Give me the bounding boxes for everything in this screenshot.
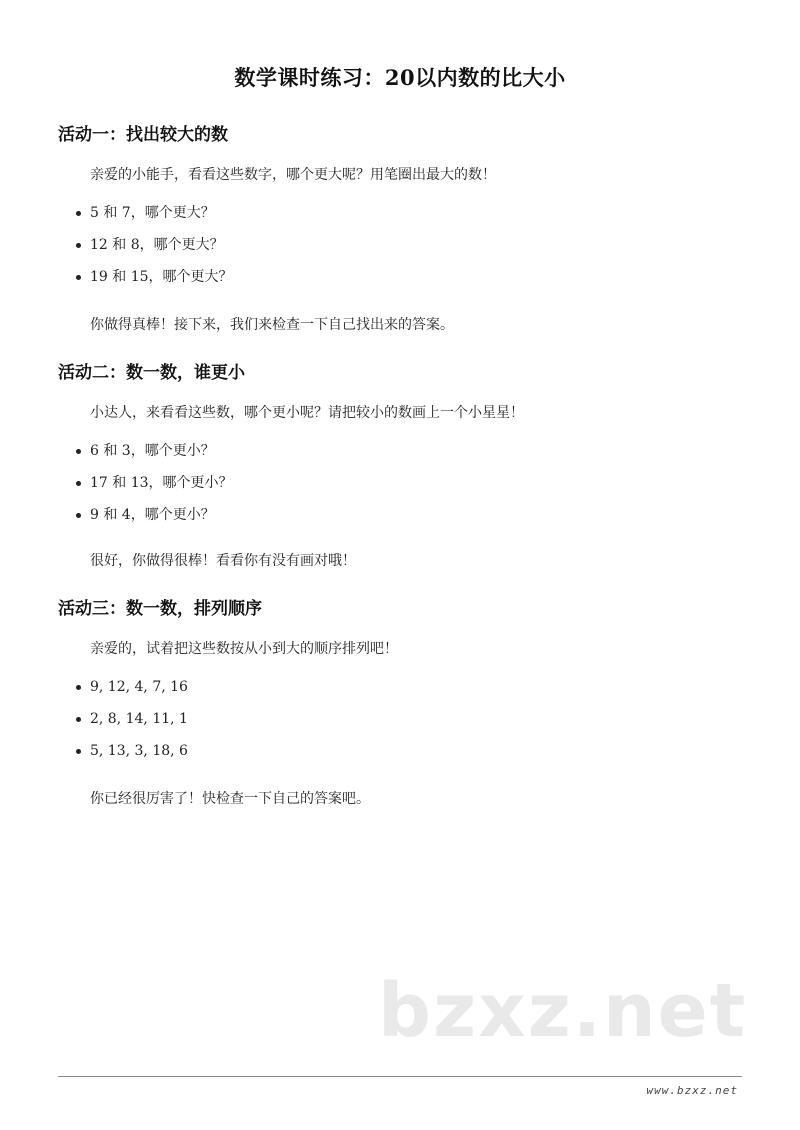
page-title: 数学课时练习：20以内数的比大小 — [234, 65, 566, 90]
list-item: 5 和 7，哪个更大？ — [76, 202, 233, 234]
activity-3-heading: 活动三：数一数，排列顺序 — [58, 599, 262, 619]
activity-1-outro: 你做得真棒！接下来，我们来检查一下自己找出来的答案。 — [90, 317, 454, 333]
bullet-icon — [76, 481, 81, 486]
list-item: 6 和 3，哪个更小？ — [76, 440, 233, 472]
list-item: 9, 12, 4, 7, 16 — [76, 676, 188, 708]
footer-divider — [58, 1076, 742, 1077]
activity-3-section — [58, 596, 758, 807]
activity-3-list — [76, 676, 188, 772]
bullet-icon — [76, 717, 81, 722]
activity-2-list — [76, 440, 233, 536]
activity-3-intro: 亲爱的，试着把这些数按从小到大的顺序排列吧！ — [90, 641, 398, 657]
bullet-icon — [76, 513, 81, 518]
list-item: 19 和 15，哪个更大？ — [76, 266, 233, 298]
list-item: 9 和 4，哪个更小？ — [76, 504, 233, 536]
activity-2-intro: 小达人，来看看这些数，哪个更小呢？请把较小的数画上一个小星星！ — [90, 405, 524, 421]
activity-1-list — [76, 202, 233, 298]
activity-2-section — [58, 360, 758, 569]
activity-3-outro: 你已经很厉害了！快检查一下自己的答案吧。 — [90, 791, 370, 807]
bullet-icon — [76, 275, 81, 280]
bullet-icon — [76, 685, 81, 690]
list-item: 12 和 8，哪个更大？ — [76, 234, 233, 266]
list-item: 5, 13, 3, 18, 6 — [76, 740, 188, 772]
list-item: 17 和 13，哪个更小？ — [76, 472, 233, 504]
activity-1-heading: 活动一：找出较大的数 — [58, 125, 228, 145]
footer-url: www.bzxz.net — [646, 1084, 738, 1097]
bullet-icon — [76, 749, 81, 754]
bullet-icon — [76, 211, 81, 216]
activity-2-outro: 很好，你做得很棒！看看你有没有画对哦！ — [90, 553, 356, 569]
list-item: 2, 8, 14, 11, 1 — [76, 708, 188, 740]
bullet-icon — [76, 243, 81, 248]
bullet-icon — [76, 449, 81, 454]
activity-1-intro: 亲爱的小能手，看看这些数字，哪个更大呢？用笔圈出最大的数！ — [90, 167, 496, 183]
watermark: bzxz.net — [378, 968, 748, 1054]
activity-2-heading: 活动二：数一数，谁更小 — [58, 363, 245, 383]
activity-1-section — [58, 122, 758, 333]
